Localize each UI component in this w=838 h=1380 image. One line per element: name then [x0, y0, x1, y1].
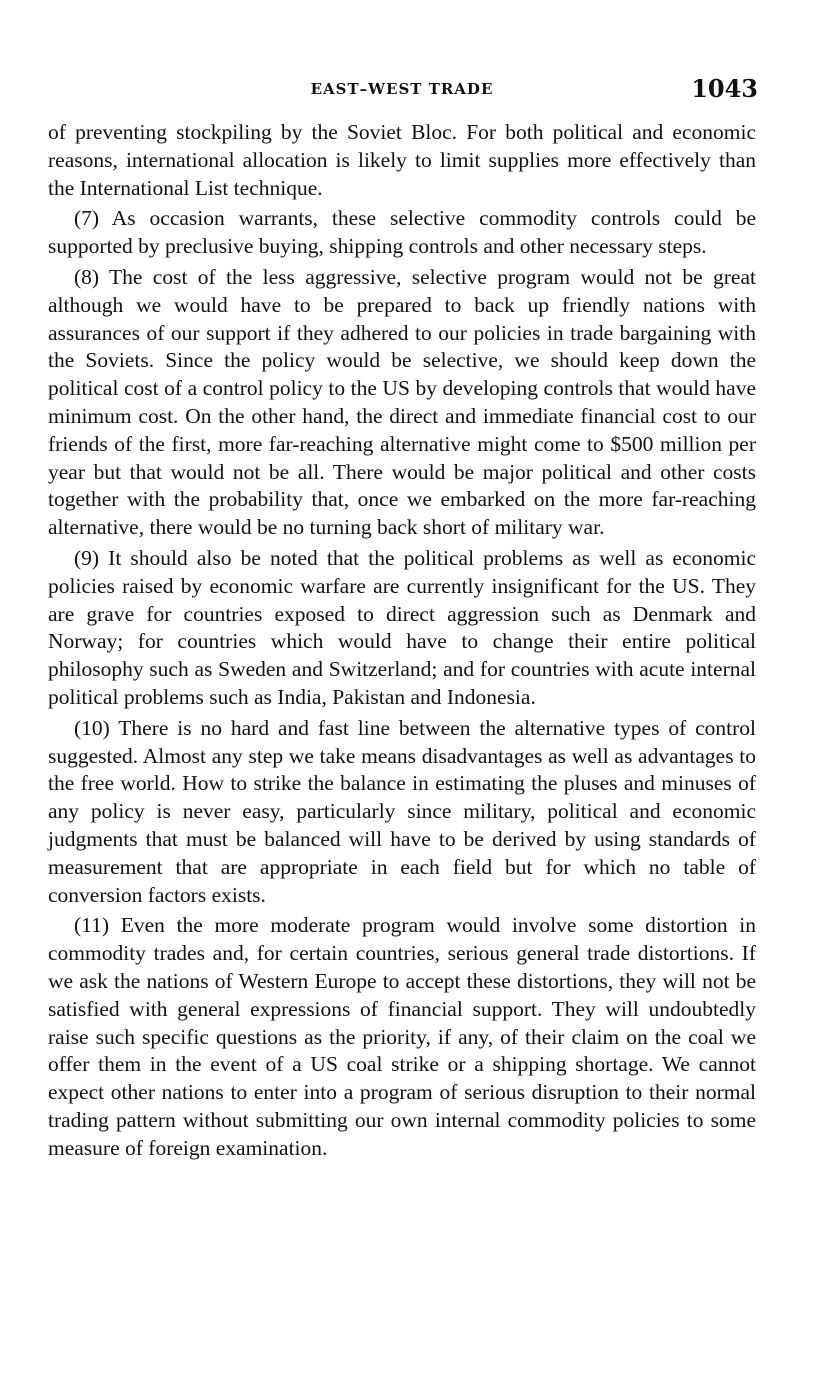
page-header: [46, 74, 758, 108]
running-head: EAST–WEST TRADE: [310, 80, 494, 98]
body-text: [48, 119, 756, 1165]
paragraph-10: (10) There is no hard and fast line between the alternative types of control suggested. Almost any step we take means disadvantages as well as advantages to the free world. How to strike the balance in estimating the pluses and minuses of any policy is never easy, particularly since military, political and economic judgments that must be balanced will have to be derived by using standards of measurement that are appropriate in each field but for which no table of conversion factors exists.: [48, 715, 756, 907]
paragraph-11: (11) Even the more moderate program would involve some distortion in commodity trades and, for certain countries, serious general trade distortions. If we ask the nations of Western Europe to accept these distortions, they will not be satisfied with general expressions of financial support. They will undoubtedly raise such specific questions as the priority, if any, of their claim on the coal we offer them in the event of a US coal strike or a shipping shortage. We cannot expect other nations to enter into a program of serious disruption to their normal trading pattern without submitting our own internal commodity policies to some measure of foreign examination.: [48, 913, 756, 1160]
page-number: 1043: [691, 74, 758, 103]
paragraph-continuation: of preventing stockpiling by the Soviet Bloc. For both political and economic reasons, international allocation is likely to limit supplies more effectively than the International List technique.: [48, 120, 756, 200]
paragraph-9: (9) It should also be noted that the political problems as well as economic policies raised by economic warfare are currently insignificant for the US. They are grave for countries exposed to direct aggression such as Denmark and Norway; for countries which would have to change their entire political philosophy such as Sweden and Switzerland; and for countries with acute internal political problems such as India, Pakistan and Indonesia.: [48, 545, 756, 709]
paragraph-7: (7) As occasion warrants, these selective commodity controls could be supported by preclusive buying, shipping controls and other necessary steps.: [48, 206, 756, 259]
paragraph-8: (8) The cost of the less aggressive, selective program would not be great although we would have to be prepared to back up friendly nations with assurances of our support if they adhered to our policies in trade bargaining with the Soviets. Since the policy would be selective, we should keep down the political cost of a control policy to the US by developing controls that would have minimum cost. On the other hand, the direct and immediate financial cost to our friends of the first, more far-reaching alternative might come to $500 million per year but that would not be all. There would be major political and other costs together with the probability that, once we embarked on the more far-reaching alternative, there would be no turning back short of military war.: [48, 264, 756, 540]
